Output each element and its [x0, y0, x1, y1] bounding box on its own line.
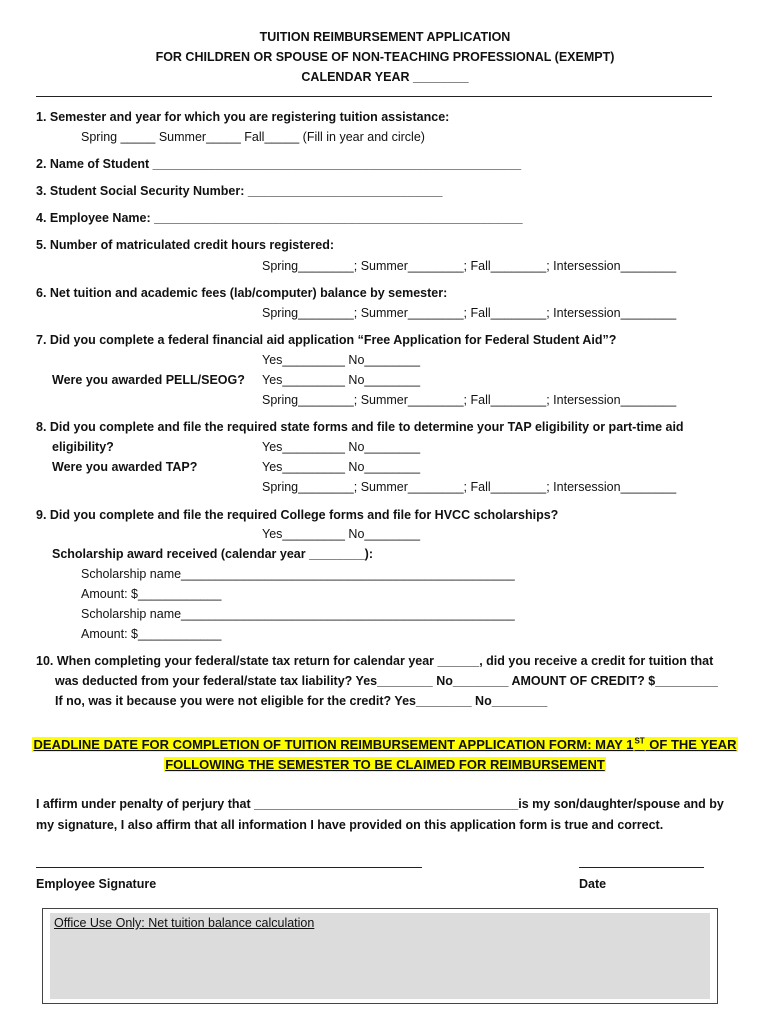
deadline-text: DEADLINE DATE FOR COMPLETION OF TUITION REIMBURSEMENT APPLICATION FORM: MAY 1	[33, 737, 634, 753]
deadline-notice-line-1	[0, 732, 770, 754]
scholarship-amount-field-1[interactable]: Amount: $____________	[81, 587, 222, 601]
q8-tap-eligibility-yes-no[interactable]: Yes_________ No________	[262, 440, 421, 454]
q7-pell-terms[interactable]: Spring________; Summer________; Fall________; Intersession________	[262, 393, 677, 407]
q7-fafsa-yes-no[interactable]: Yes_________ No________	[262, 353, 421, 367]
q10-line-1[interactable]: 10. When completing your federal/state tax return for calendar year ______, did you receive a credit for tuition that	[36, 654, 714, 668]
deadline-text-tail: OF THE YEAR	[645, 737, 737, 753]
employee-signature-label: Employee Signature	[36, 877, 157, 891]
scholarship-name-field-2[interactable]: Scholarship name________________________________________________	[81, 607, 515, 621]
q7-pell-label: Were you awarded PELL/SEOG?	[52, 373, 245, 387]
q5-credit-hours-terms[interactable]: Spring________; Summer________; Fall________; Intersession________	[262, 259, 677, 273]
q8-tap-yes-no[interactable]: Yes_________ No________	[262, 460, 421, 474]
q8-tap-terms[interactable]: Spring________; Summer________; Fall________; Intersession________	[262, 480, 677, 494]
q3-student-ssn-field[interactable]: 3. Student Social Security Number: ____________________________	[36, 184, 443, 198]
date-line[interactable]	[579, 867, 704, 868]
q9-award-label[interactable]: Scholarship award received (calendar year ________):	[52, 547, 374, 561]
q6-label: 6. Net tuition and academic fees (lab/computer) balance by semester:	[36, 286, 448, 300]
scholarship-amount-field-2[interactable]: Amount: $____________	[81, 627, 222, 641]
q8-label: 8. Did you complete and file the required state forms and file to determine your TAP eligibility or part-time aid	[36, 420, 684, 434]
calendar-year-field[interactable]: CALENDAR YEAR ________	[301, 70, 469, 84]
form-title: TUITION REIMBURSEMENT APPLICATION	[259, 30, 511, 44]
deadline-superscript: ST	[634, 737, 645, 746]
q7-pell-yes-no[interactable]: Yes_________ No________	[262, 373, 421, 387]
deadline-notice-line-2	[0, 755, 770, 774]
date-label: Date	[579, 877, 607, 891]
deadline-text-line-2: FOLLOWING THE SEMESTER TO BE CLAIMED FOR REIMBURSEMENT	[165, 757, 605, 772]
affirmation-line-2: my signature, I also affirm that all information I have provided on this application form is true and correct.	[36, 818, 664, 832]
employee-signature-line[interactable]	[36, 867, 422, 868]
q10-line-3[interactable]: If no, was it because you were not eligible for the credit? Yes________ No________	[55, 694, 548, 708]
office-use-box	[42, 908, 718, 1004]
q2-student-name-field[interactable]: 2. Name of Student _____________________________________________________	[36, 157, 522, 171]
q9-yes-no[interactable]: Yes_________ No________	[262, 527, 421, 541]
q8-tap-label: Were you awarded TAP?	[52, 460, 198, 474]
q1-semester-options[interactable]: Spring _____ Summer_____ Fall_____ (Fill in year and circle)	[81, 130, 425, 144]
q1-label: 1. Semester and year for which you are registering tuition assistance:	[36, 110, 450, 124]
header-divider	[36, 96, 712, 97]
q7-label: 7. Did you complete a federal financial aid application “Free Application for Federal Student Aid”?	[36, 333, 617, 347]
q10-line-2[interactable]: was deducted from your federal/state tax liability? Yes________ No________ AMOUNT OF CREDIT? $_________	[55, 674, 718, 688]
q5-label: 5. Number of matriculated credit hours registered:	[36, 238, 334, 252]
office-use-shaded-area	[50, 913, 710, 999]
affirmation-line-1[interactable]: I affirm under penalty of perjury that ______________________________________is my son/daughter/spouse and by	[36, 797, 724, 811]
scholarship-name-field-1[interactable]: Scholarship name________________________________________________	[81, 567, 515, 581]
q6-balance-terms[interactable]: Spring________; Summer________; Fall________; Intersession________	[262, 306, 677, 320]
office-use-label: Office Use Only: Net tuition balance calculation	[54, 916, 315, 930]
q4-employee-name-field[interactable]: 4. Employee Name: _____________________________________________________	[36, 211, 523, 225]
q9-label: 9. Did you complete and file the required College forms and file for HVCC scholarships?	[36, 508, 559, 522]
form-subtitle: FOR CHILDREN OR SPOUSE OF NON-TEACHING PROFESSIONAL (EXEMPT)	[155, 50, 615, 64]
q8-label-cont: eligibility?	[52, 440, 114, 454]
